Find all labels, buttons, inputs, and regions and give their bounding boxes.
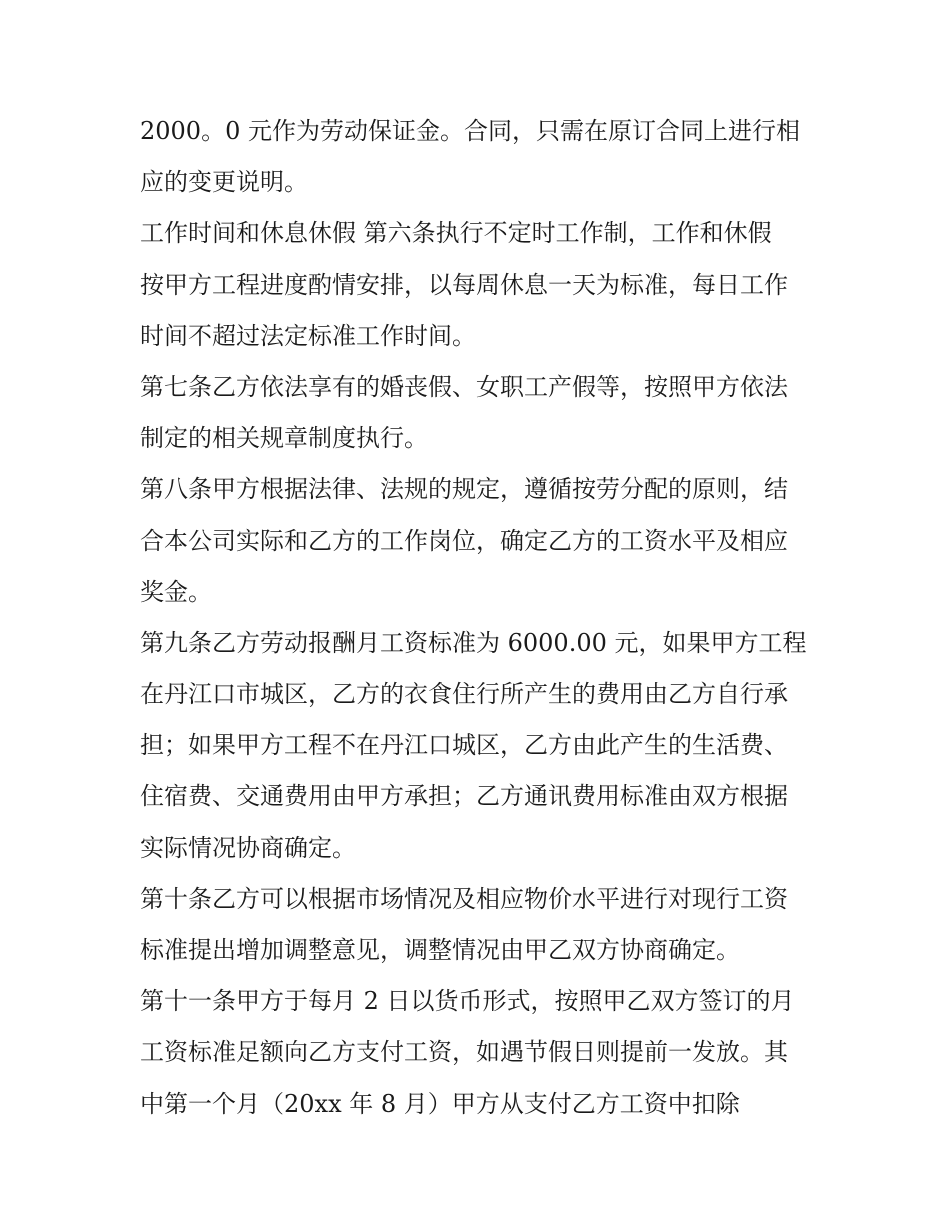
text-line: 应的变更说明。 bbox=[140, 168, 308, 197]
text-line: 第九条乙方劳动报酬月工资标准为 6000.00 元，如果甲方工程 bbox=[140, 628, 807, 657]
text-line: 时间不超过法定标准工作时间。 bbox=[140, 321, 476, 350]
text-line: 实际情况协商确定。 bbox=[140, 833, 356, 862]
text-line: 住宿费、交通费用由甲方承担；乙方通讯费用标准由双方根据 bbox=[140, 782, 788, 811]
text-line: 第十条乙方可以根据市场情况及相应物价水平进行对现行工资 bbox=[140, 884, 788, 913]
text-line: 担；如果甲方工程不在丹江口城区，乙方由此产生的生活费、 bbox=[140, 731, 788, 760]
text-line: 标准提出增加调整意见，调整情况由甲乙双方协商确定。 bbox=[140, 936, 740, 964]
text-line: 中第一个月（20xx 年 8 月）甲方从支付乙方工资中扣除 bbox=[140, 1089, 740, 1118]
text-line: 工资标准足额向乙方支付工资，如遇节假日则提前一发放。其 bbox=[140, 1038, 788, 1067]
text-line: 按甲方工程进度酌情安排，以每周休息一天为标准，每日工作 bbox=[140, 270, 788, 299]
text-line: 工作时间和休息休假 第六条执行不定时工作制，工作和休假 bbox=[140, 219, 772, 248]
text-line: 第八条甲方根据法律、法规的规定，遵循按劳分配的原则，结 bbox=[140, 475, 788, 504]
text-line: 2000。0 元作为劳动保证金。合同，只需在原订合同上进行相 bbox=[140, 117, 800, 145]
text-line: 在丹江口市城区，乙方的衣食住行所产生的费用由乙方自行承 bbox=[140, 680, 788, 709]
text-line: 第十一条甲方于每月 2 日以货币形式，按照甲乙双方签订的月 bbox=[140, 987, 795, 1016]
text-line: 合本公司实际和乙方的工作岗位，确定乙方的工资水平及相应 bbox=[140, 526, 788, 555]
document-body bbox=[140, 106, 820, 1130]
text-line: 奖金。 bbox=[140, 577, 212, 606]
text-line: 第七条乙方依法享有的婚丧假、女职工产假等，按照甲方依法 bbox=[140, 372, 788, 401]
text-line: 制定的相关规章制度执行。 bbox=[140, 424, 428, 453]
